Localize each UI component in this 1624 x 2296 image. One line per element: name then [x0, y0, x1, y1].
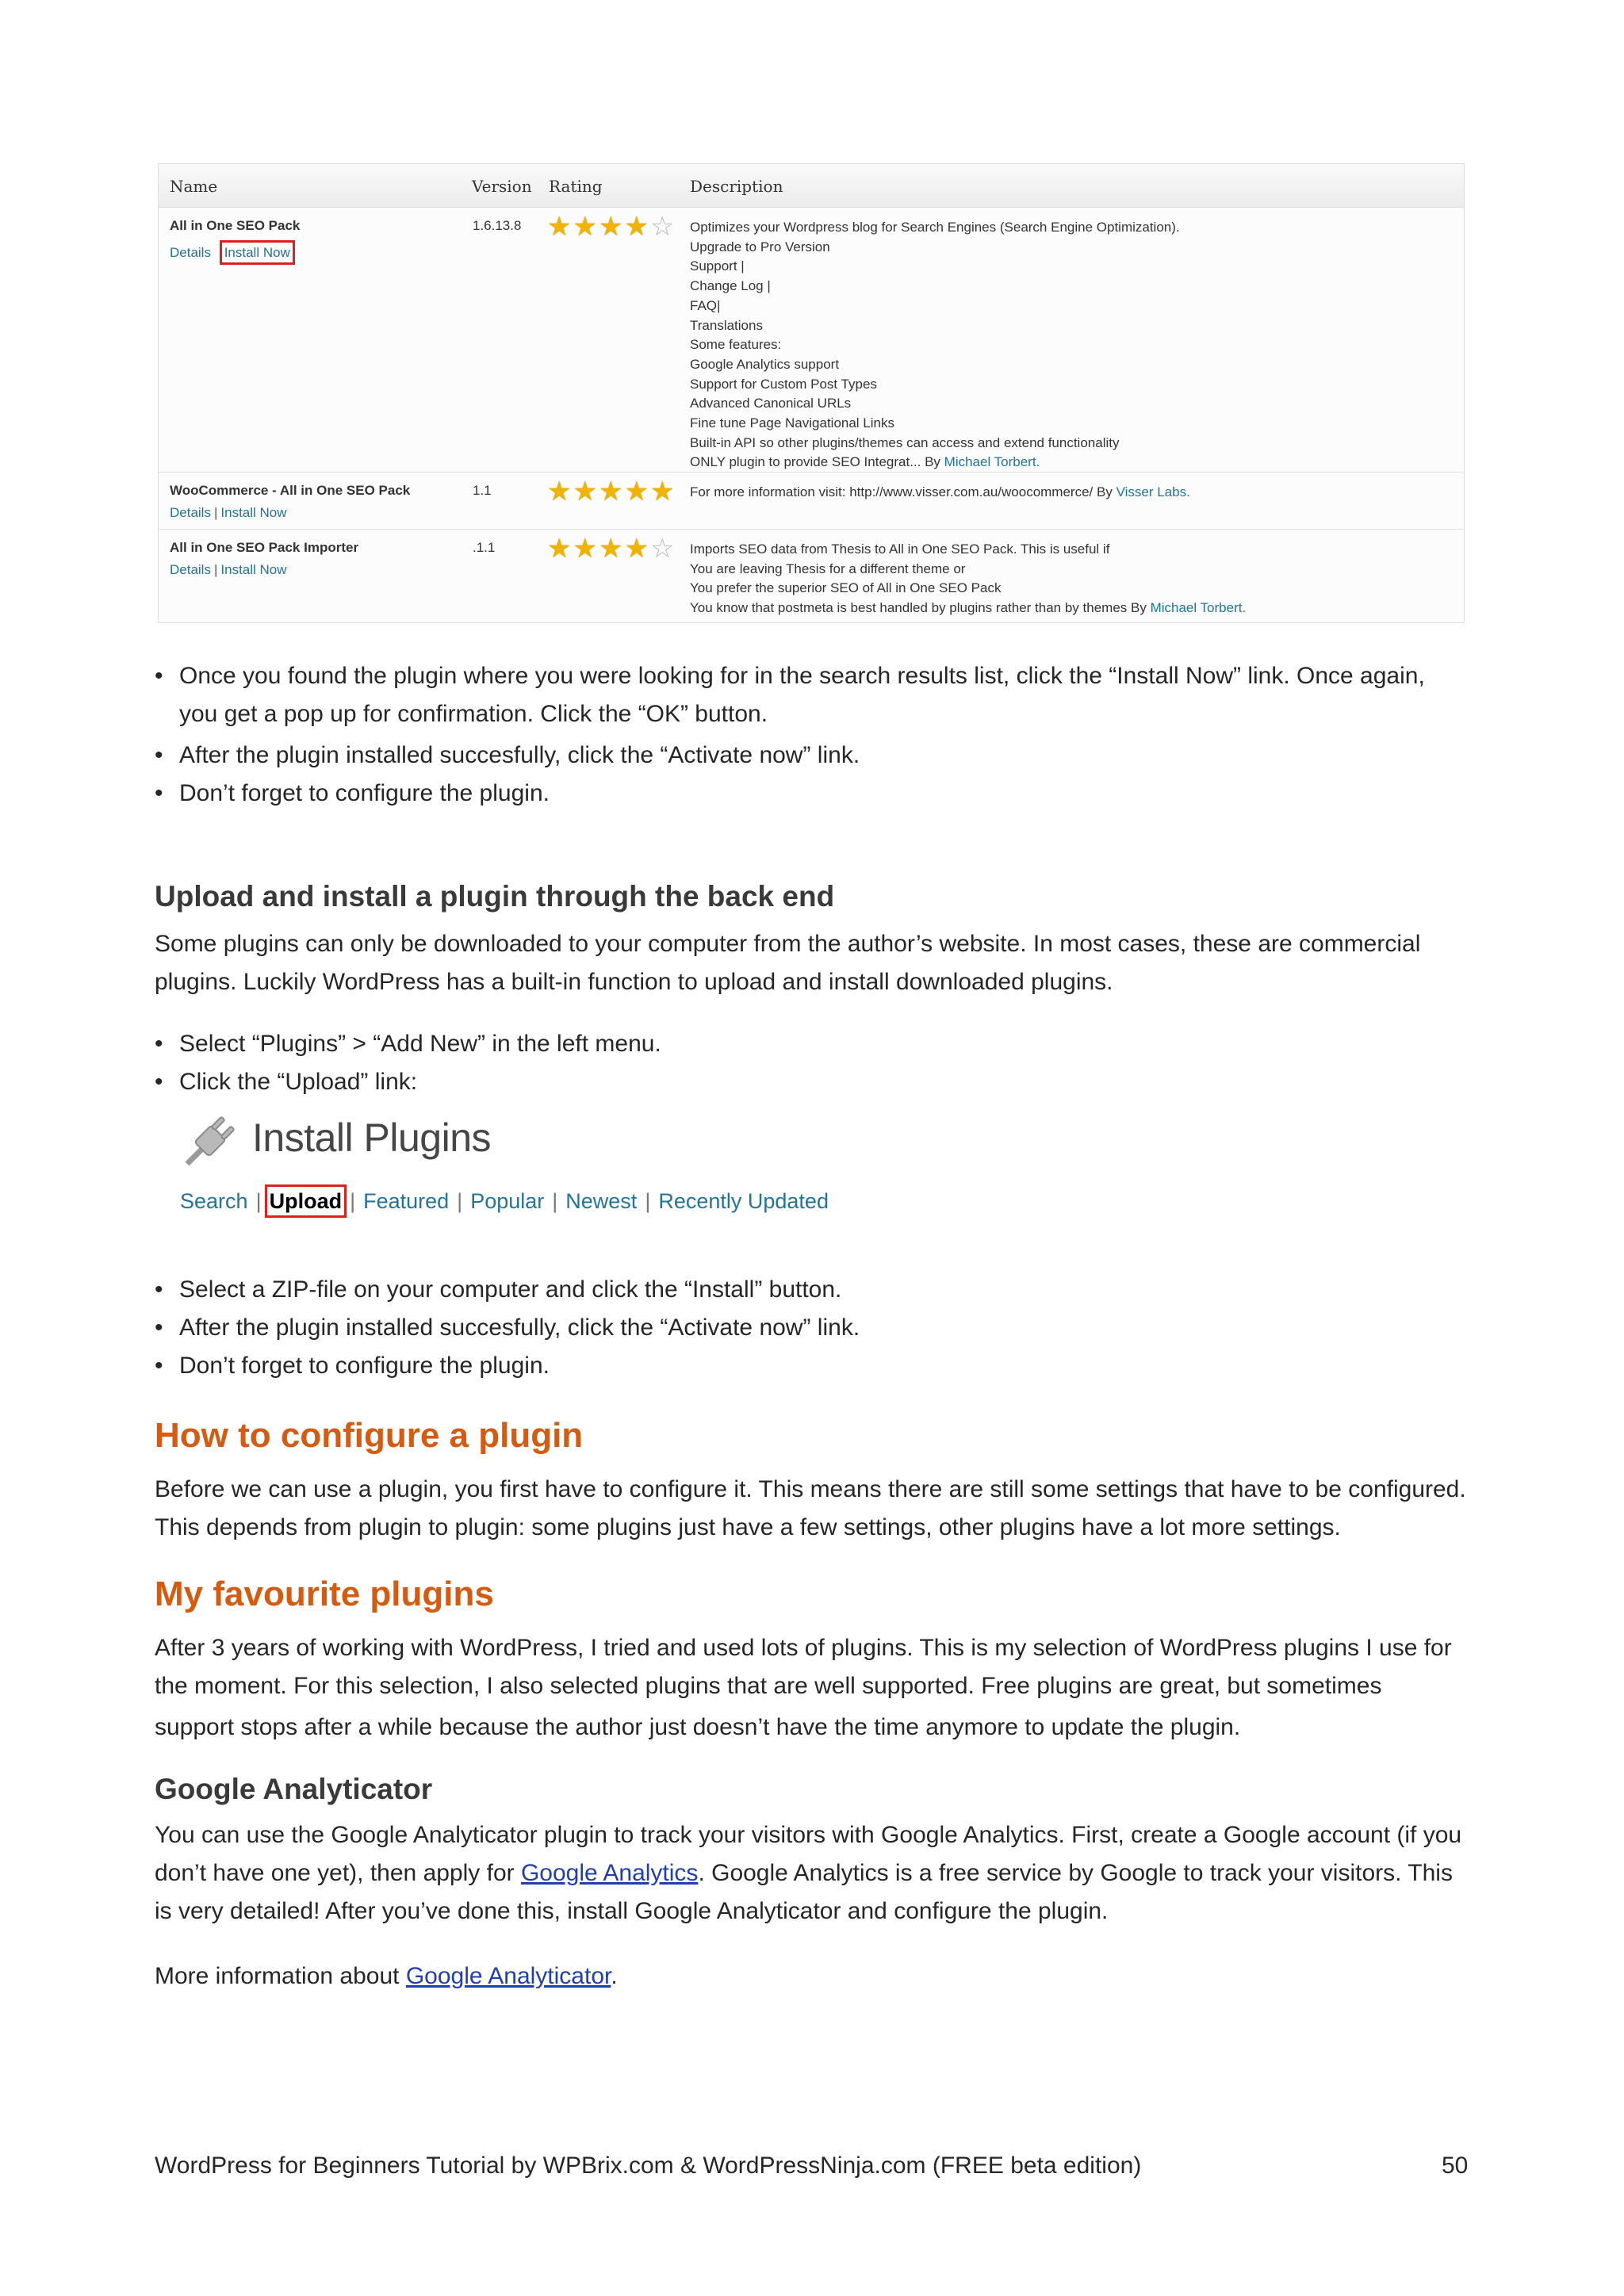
description-text: You know that postmeta is best handled by plugins rather than by themes By — [690, 600, 1151, 616]
section-heading: How to configure a plugin — [155, 1416, 584, 1455]
tab-featured[interactable]: Featured — [363, 1189, 450, 1213]
description-line: Fine tune Page Navigational Links — [690, 415, 894, 431]
google-analytics-link[interactable]: Google Analytics — [520, 1860, 699, 1886]
star-filled-icon: ★ — [624, 212, 650, 242]
paragraph-line: Before we can use a plugin, you first have to configure it. This means there are still some settings that have to be configured. — [155, 1476, 1466, 1502]
list-item-text: Don’t forget to configure the plugin. — [179, 1353, 550, 1379]
star-filled-icon: ★ — [547, 476, 573, 507]
list-item-text: Select “Plugins” > “Add New” in the left menu. — [179, 1031, 661, 1057]
paragraph-line: Some plugins can only be downloaded to your computer from the author’s website. In most cases, these are commercial — [155, 931, 1421, 957]
plugin-actions — [170, 562, 287, 578]
plugin-version: .1.1 — [473, 540, 496, 555]
plugin-description — [690, 218, 1180, 473]
table-header — [159, 164, 1464, 208]
tab-separator: | — [457, 1189, 463, 1213]
plugin-name: All in One SEO Pack Importer — [170, 540, 359, 555]
table-row — [159, 472, 1464, 530]
tab-separator: | — [350, 1189, 356, 1213]
tab-separator: | — [552, 1189, 558, 1213]
description-line — [690, 453, 1180, 473]
paragraph-line: After 3 years of working with WordPress, I tried and used lots of plugins. This is my selection of WordPress plugins I use for — [155, 1635, 1452, 1661]
star-empty-icon: ☆ — [649, 212, 676, 242]
description-line: You are leaving Thesis for a different theme or — [690, 561, 966, 576]
details-link[interactable]: Details — [170, 505, 211, 520]
star-rating — [547, 212, 676, 242]
star-filled-icon: ★ — [598, 212, 625, 242]
list-item-text: Don’t forget to configure the plugin. — [179, 780, 550, 806]
list-item-text: Select a ZIP-file on your computer and click the “Install” button. — [179, 1276, 842, 1303]
list-item-continuation: you get a pop up for confirmation. Click the “OK” button. — [179, 701, 768, 727]
description-line: Google Analytics support — [690, 356, 840, 372]
install-now-link[interactable]: Install Now — [220, 505, 287, 520]
description-line: Imports SEO data from Thesis to All in One SEO Pack. This is useful if — [690, 541, 1110, 557]
plugin-actions — [170, 245, 290, 261]
paragraph-line: support stops after a while because the author just doesn’t have the time anymore to update the plugin. — [155, 1714, 1241, 1740]
column-header-description: Description — [690, 177, 783, 196]
description-line — [690, 599, 1246, 618]
install-plugins-screenshot — [176, 1108, 829, 1227]
star-filled-icon: ★ — [649, 476, 676, 507]
tab-separator: | — [645, 1189, 651, 1213]
star-filled-icon: ★ — [547, 212, 573, 242]
paragraph-line: plugins. Luckily WordPress has a built-in function to upload and install downloaded plugins. — [155, 969, 1113, 995]
plugin-description — [690, 483, 1190, 503]
link-separator: | — [213, 505, 218, 520]
footer-text: WordPress for Beginners Tutorial by WPBrix.com & WordPressNinja.com (FREE beta edition) — [155, 2152, 1142, 2179]
star-filled-icon: ★ — [547, 534, 573, 564]
plugin-actions — [170, 505, 287, 521]
bullet-icon: • — [155, 1031, 163, 1057]
table-row — [159, 529, 1464, 622]
link-separator: | — [213, 562, 218, 577]
author-link[interactable]: Michael Torbert. — [944, 454, 1040, 470]
star-filled-icon: ★ — [573, 534, 599, 564]
description-line — [690, 483, 1190, 503]
plugin-search-results-table — [158, 163, 1465, 623]
section-heading: Google Analyticator — [155, 1773, 433, 1805]
description-text: For more information visit: http://www.visser.com.au/woocommerce/ By — [690, 484, 1116, 499]
description-line: Optimizes your Wordpress blog for Search Engines (Search Engine Optimization). — [690, 220, 1180, 235]
list-item-text: Once you found the plugin where you were looking for in the search results list, click the “Install Now” link. Once again, — [179, 663, 1425, 689]
paragraph-text: . Google Analytics is a free service by Google to track your visitors. This — [698, 1860, 1453, 1886]
paragraph-line: is very detailed! After you’ve done this, install Google Analyticator and configure the plugin. — [155, 1898, 1109, 1924]
tab-separator: | — [255, 1189, 262, 1213]
tab-upload[interactable]: Upload — [269, 1189, 343, 1213]
tab-recently-updated[interactable]: Recently Updated — [658, 1189, 829, 1213]
star-filled-icon: ★ — [598, 534, 625, 564]
section-heading: My favourite plugins — [155, 1575, 494, 1613]
plugin-description — [690, 540, 1246, 618]
list-item-text: After the plugin installed succesfully, click the “Activate now” link. — [179, 1314, 860, 1341]
google-analyticator-link[interactable]: Google Analyticator — [405, 1963, 611, 1989]
description-line: Built-in API so other plugins/themes can access and extend functionality — [690, 434, 1120, 450]
star-filled-icon: ★ — [573, 212, 599, 242]
description-line: Advanced Canonical URLs — [690, 396, 852, 411]
paragraph-text: More information about — [155, 1963, 406, 1989]
description-line: Support | — [690, 258, 745, 274]
paragraph-line: You can use the Google Analyticator plugin to track your visitors with Google Analytics. First, create a Google account (if you — [155, 1822, 1462, 1848]
paragraph-text: don’t have one yet), then apply for — [155, 1860, 521, 1886]
tab-search[interactable]: Search — [180, 1189, 248, 1213]
install-now-link[interactable]: Install Now — [220, 562, 287, 577]
plug-icon — [181, 1112, 244, 1172]
plugin-name: WooCommerce - All in One SEO Pack — [170, 483, 411, 498]
description-line: You prefer the superior SEO of All in One SEO Pack — [690, 580, 1002, 596]
bullet-icon: • — [155, 1069, 163, 1095]
bullet-icon: • — [155, 1276, 163, 1303]
plugin-version: 1.1 — [473, 483, 492, 498]
list-item-text: After the plugin installed succesfully, click the “Activate now” link. — [179, 742, 860, 768]
description-line: Change Log | — [690, 278, 771, 294]
column-header-version: Version — [472, 177, 532, 196]
star-filled-icon: ★ — [573, 476, 599, 507]
bullet-icon: • — [155, 742, 163, 768]
description-line: Some features: — [690, 337, 782, 353]
description-line: Translations — [690, 317, 763, 333]
star-filled-icon: ★ — [624, 476, 650, 507]
star-filled-icon: ★ — [624, 534, 650, 564]
tab-newest[interactable]: Newest — [565, 1189, 638, 1213]
description-line: Support for Custom Post Types — [690, 376, 877, 392]
description-line: FAQ| — [690, 297, 721, 313]
paragraph-line: the moment. For this selection, I also selected plugins that are well supported. Free plugins are great, but sometimes — [155, 1673, 1382, 1699]
paragraph-text: . — [611, 1963, 618, 1989]
install-plugins-tabs — [180, 1189, 829, 1214]
star-rating — [547, 534, 676, 564]
table-row — [159, 207, 1464, 473]
section-heading: Upload and install a plugin through the back end — [155, 880, 835, 913]
details-link[interactable]: Details — [170, 245, 211, 260]
bullet-icon: • — [155, 1353, 163, 1379]
plugin-name: All in One SEO Pack — [170, 218, 301, 233]
plugin-version: 1.6.13.8 — [473, 218, 522, 233]
description-line: Upgrade to Pro Version — [690, 239, 830, 254]
star-filled-icon: ★ — [598, 476, 625, 507]
description-text: ONLY plugin to provide SEO Integrat... By — [690, 454, 944, 470]
star-rating — [547, 476, 676, 507]
star-empty-icon: ☆ — [649, 534, 676, 564]
details-link[interactable]: Details — [170, 562, 211, 577]
column-header-name: Name — [170, 177, 218, 196]
column-header-rating: Rating — [549, 177, 603, 196]
bullet-icon: • — [155, 663, 163, 689]
tab-popular[interactable]: Popular — [470, 1189, 545, 1213]
author-link[interactable]: Visser Labs. — [1116, 484, 1190, 499]
install-plugins-title: Install Plugins — [252, 1115, 491, 1160]
install-now-link[interactable]: Install Now — [224, 245, 290, 260]
paragraph-line: This depends from plugin to plugin: some plugins just have a few settings, other plugins have a lot more settings. — [155, 1514, 1341, 1540]
list-item-text: Click the “Upload” link: — [179, 1069, 418, 1095]
paragraph-line — [155, 1860, 1453, 1887]
bullet-icon: • — [155, 780, 163, 806]
page-number: 50 — [1442, 2152, 1469, 2179]
bullet-icon: • — [155, 1314, 163, 1341]
paragraph-line — [155, 1963, 618, 1990]
author-link[interactable]: Michael Torbert. — [1150, 600, 1247, 616]
